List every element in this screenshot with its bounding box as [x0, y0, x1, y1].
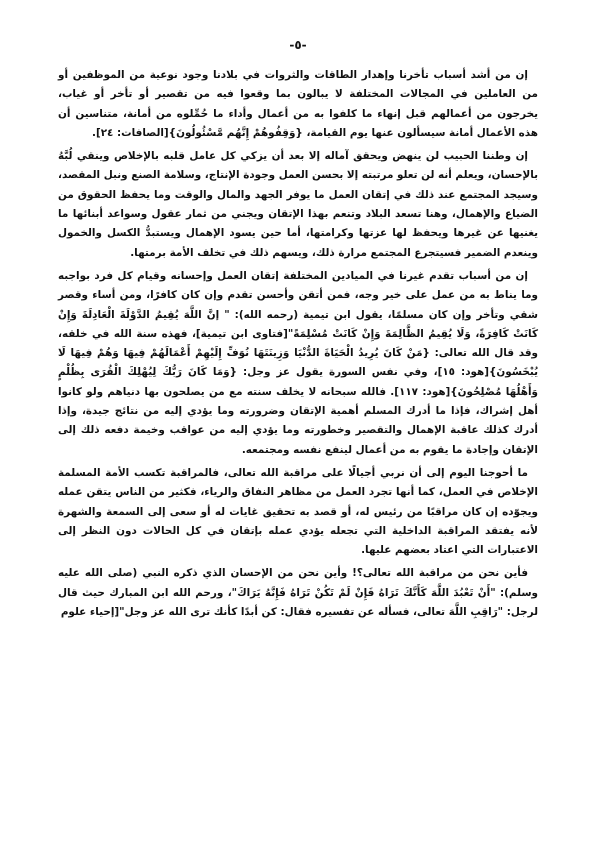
- page-number: -٥-: [289, 38, 307, 52]
- paragraph-4: ما أحوجنا اليوم إلى أن نربي أجيالًا على مراقبة الله تعالى، فالمراقبة تكسب الأمة المسلمة الإخلاص في العمل، كما أنها تجرد العمل من مظاهر النفاق والرياء، فكثير من الناس يتقن عمله ويجوّده إن كان مراقبًا من رئيس له، أو قصد به تحقيق غايات له أو سعى إلى السمعة والشهرة لأنه يفتقد المراقبة الداخلية التي تجعله يؤدي عمله بإتقان في كل الحالات دون النظر إلى الاعتبارات التي اعتاد بعضهم عليها.: [58, 466, 538, 557]
- page-content: [58, 66, 538, 622]
- paragraph-5: فأين نحن من مراقبة الله تعالى؟! وأين نحن من الإحسان الذي ذكره النبي (صلى الله عليه وسلم): "أَنْ تَعْبُدَ اللَّهَ كَأَنَّكَ تَرَاهُ فَإِنْ لَمْ تَكُنْ تَرَاهُ فَإِنَّهُ يَرَاكَ"، ورحم الله ابن المبارك حيث قال لرجل: "رَاقِبِ اللَّهَ تعالى، فسأله عن تفسيره فقال: كن أبدًا كأنك ترى الله عز وجل"[إحياء علوم: [58, 567, 538, 619]
- paragraph-1: إن من أشد أسباب تأخرنا وإهدار الطاقات والثروات في بلادنا وجود نوعية من الموظفين أو من العاملين في المجالات المختلفة لا يبالون بما وقعوا فيه من تقصير أو تأخر أو غياب، يخرجون من أعمالهم قبل إنهاء ما كلفوا به من أعمال وأداء ما حُمِّلوه من أمانة، متناسين أن هذه الأعمال أمانة سيسألون عنها يوم القيامة، {وَقِفُوهُمْ إِنَّهُم مَّسْئُولُونَ}[الصافات: ٢٤].: [58, 69, 538, 139]
- paragraph-2: إن وطننا الحبيب لن ينهض ويحقق آماله إلا بعد أن يزكي كل عامل قلبه بالإخلاص وينقي لُبَّهُ بالإحسان، ويعلم أنه لن تعلو مرتبته إلا بحسن العمل وجودة الإنتاج، وسلامة الصنع ونبل المقصد، وسيجد المجتمع عند ذلك في إتقان العمل ما يوفر الجهد والمال والوقت وما يحفظ الحقوق من الضياع والإهمال، وهنا تسعد البلاد وتنعم بهذا الإتقان ويجني من ثمار عقول وسواعد أبنائها ما يغنيها عن غيرها ويحفظ لها عزتها وكرامتها، أما حين يسود الإهمال ويستبدُّ الكسل والخمول وينعدم الضمير فسيتجرع المجتمع مرارة ذلك، ويسهم ذلك في تخلف الأمة برمتها.: [58, 150, 538, 259]
- paragraph-3: إن من أسباب تقدم غيرنا في الميادين المختلفة إتقان العمل وإحسانه وقيام كل فرد بواجبه وما يناط به من عمل على خير وجه، فمن أتقن وأحسن تقدم وإن كان كافرًا، ومن أساء وقصر شقي وتأخر وإن كان مسلمًا، يقول ابن تيمية (رحمه الله): " إنَّ اللَّهَ يُقِيمُ الدَّوْلَةَ الْعَادِلَةَ وَإِنْ كَانَتْ كَافِرَةً، وَلَا يُقِيمُ الظَّالِمَةَ وَإِنْ كَانَتْ مُسْلِمَةً"[فتاوى ابن تيمية]، فهذه سنة الله في خلقه، وقد قال الله تعالى: {مَنْ كَانَ يُرِيدُ الْحَيَاةَ الدُّنْيَا وَزِينَتَهَا نُوَفِّ إِلَيْهِمْ أَعْمَالَهُمْ فِيهَا وَهُمْ فِيهَا لَا يُبْخَسُونَ}[هود: ١٥]، وفي نفس السورة يقول عز وجل: {وَمَا كَانَ رَبُّكَ لِيُهْلِكَ الْقُرَى بِظُلْمٍ وَأَهْلُهَا مُصْلِحُونَ}[هود: ١١٧]. فالله سبحانه لا يخلف سنته مع من يصلحون بها دنياهم ولو كانوا أهل إشراك، فإذا ما أدرك المسلم أهمية الإتقان وضرورته وما يؤدي إليه من نتائج جيدة، وإذا أدرك كذلك عاقبة الإهمال والتقصير وخطورته وما يؤدي إليه من عواقب وخيمة دفعه ذلك إلى الإتقان وإجادة ما يقوم به من أعمال لينفع نفسه ومجتمعه.: [58, 269, 538, 456]
